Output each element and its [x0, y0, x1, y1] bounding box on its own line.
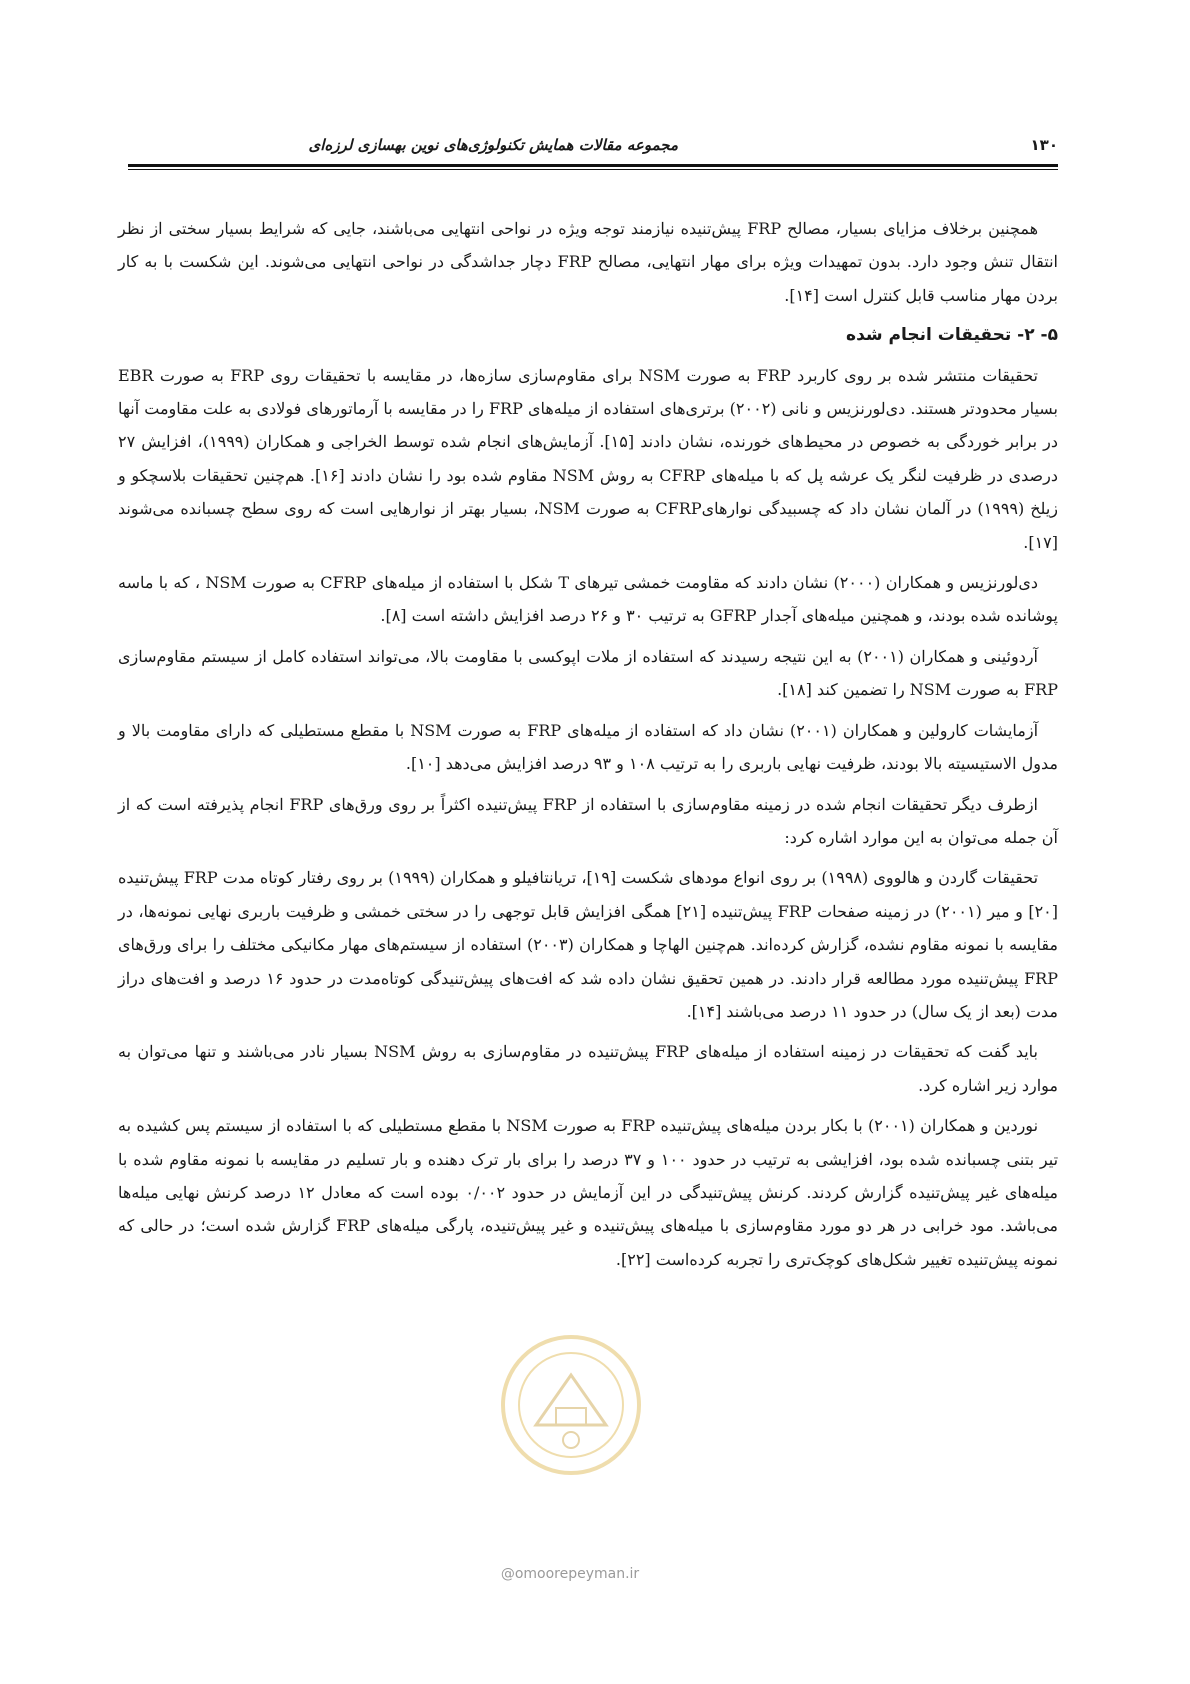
header-rule-thick [128, 164, 1058, 167]
paragraph-8: باید گفت که تحقیقات در زمینه استفاده از میله‌های FRP پیش‌تنیده در مقاوم‌سازی به روش NSM بسیار نادر می‌باشند و تنها می‌توان به موارد زیر اشاره کرد. [118, 1042, 1058, 1095]
paragraph-6: ازطرف دیگر تحقیقات انجام شده در زمینه مقاوم‌سازی با استفاده از FRP پیش‌تنیده اکثراً بر روی ورق‌های FRP انجام پذیرفته است که از آن جمله می‌توان به این موارد اشاره کرد: [118, 794, 1058, 847]
watermark-logo-icon [496, 1330, 646, 1480]
paragraph-7: تحقیقات گاردن و هالووی (۱۹۹۸) بر روی انواع مودهای شکست [۱۹]، تریانتافیلو و همکاران (۱۹۹۹) بر روی رفتار کوتاه مدت FRP پیش‌تنیده [۲۰] و میر (۲۰۰۱) در زمینه صفحات FRP پیش‌تنیده [۲۱] همگی افزایش قابل توجهی را در سختی خمشی و ظرفیت باربری نهایی نمونه‌ها، در مقایسه با نمونه مقاوم نشده، گزارش کرده‌اند. هم‌چنین الهاچا و همکاران (۲۰۰۳) استفاده از سیستم‌های مهار مکانیکی مختلف را برای ورق‌های FRP پیش‌تنیده مورد مطالعه قرار دادند. در همین تحقیق نشان داده شد که افت‌های پیش‌تنیدگی کوتاه‌مدت در حدود ۱۶ درصد و افت‌های دراز مدت (بعد از یک سال) در حدود ۱۱ درصد می‌باشند [۱۴]. [118, 868, 1058, 1021]
paragraph-1: همچنین برخلاف مزایای بسیار، مصالح FRP پیش‌تنیده نیازمند توجه ویژه در نواحی انتهایی می‌باشند، جایی که شرایط بسیار سختی از نظر انتقال تنش وجود دارد. بدون تمهیدات ویژه برای مهار انتهایی، مصالح FRP دچار جداشدگی در نواحی انتهایی می‌شوند. این شکست با به کار بردن مهار مناسب قابل کنترل است [۱۴]. [118, 219, 1058, 305]
header-rule-thin [128, 169, 1058, 170]
section-heading: ۵- ۲- تحقیقات انجام شده [846, 325, 1058, 346]
body-text [118, 212, 1058, 1283]
header-title: مجموعه مقالات همایش تکنولوژی‌های نوین بهسازی لرزه‌ای [308, 136, 678, 154]
page-number: ۱۳۰ [1030, 136, 1058, 154]
running-header [128, 128, 1058, 168]
paragraph-4: آردوئینی و همکاران (۲۰۰۱) به این نتیجه رسیدند که استفاده از ملات اپوکسی با مقاومت بالا، می‌تواند استفاده کامل از سیستم مقاوم‌سازی FRP به صورت NSM را تضمین کند [۱۸]. [118, 646, 1058, 700]
paragraph-3: دی‌لورنزیس و همکاران (۲۰۰۰) نشان دادند که مقاومت خمشی تیرهای T شکل با استفاده از میله‌های CFRP به صورت NSM ، که با ماسه پوشانده شده بودند، و همچنین میله‌های آجدار GFRP به ترتیب ۳۰ و ۲۶ درصد افزایش داشته است [۸]. [118, 573, 1058, 626]
paragraph-2: تحقیقات منتشر شده بر روی کاربرد FRP به صورت NSM برای مقاوم‌سازی سازه‌ها، در مقایسه با تحقیقات روی FRP به صورت EBR بسیار محدودتر هستند. دی‌لورنزیس و نانی (۲۰۰۲) برتری‌های استفاده از میله‌های FRP را در مقایسه با آرماتورهای فولادی به علت مقاومت آنها در برابر خوردگی به خصوص در محیط‌های خورنده، نشان دادند [۱۵]. آزمایش‌های انجام شده توسط الخراجی و همکاران (۱۹۹۹)، افزایش ۲۷ درصدی در ظرفیت لنگر یک عرشه پل که با میله‌های CFRP به روش NSM مقاوم شده بود را نشان دادند [۱۶]. هم‌چنین تحقیقات بلاسچکو و زیلخ (۱۹۹۹) در آلمان نشان داد که چسبیدگی نوارهایCFRP به صورت NSM، بسیار بهتر از نوارهایی است که روی سطح چسبانده می‌شوند [۱۷]. [118, 365, 1059, 552]
watermark-text: @omoorepeyman.ir [500, 1566, 640, 1582]
paragraph-5: آزمایشات کارولین و همکاران (۲۰۰۱) نشان داد که استفاده از میله‌های FRP به صورت NSM با مقطع مستطیلی که دارای مقاومت بالا و مدول الاستیسیته بالا بودند، ظرفیت نهایی باربری را به ترتیب ۱۰۸ و ۹۳ درصد افزایش می‌دهد [۱۰]. [118, 720, 1058, 774]
paragraph-9: نوردین و همکاران (۲۰۰۱) با بکار بردن میله‌های پیش‌تنیده FRP به صورت NSM با مقطع مستطیلی که با استفاده از سیستم پس کشیده به تیر بتنی چسبانده شده بود، افزایشی به ترتیب در حدود ۱۰۰ و ۳۷ درصد را برای بار ترک دهنده و بار تسلیم در مقایسه با نمونه مقاوم شده با میله‌های غیر پیش‌تنیده گزارش کردند. کرنش پیش‌تنیدگی در این آزمایش در حدود ۰/۰۰۲ بوده است که معادل ۱۲ درصد کرنش نهایی میله‌ها می‌باشد. مود خرابی در هر دو مورد مقاوم‌سازی با میله‌های پیش‌تنیده و غیر پیش‌تنیده، پارگی میله‌های FRP گزارش شده است؛ در حالی که نمونه پیش‌تنیده تغییر شکل‌های کوچک‌تری را تجربه کرده‌است [۲۲]. [118, 1116, 1059, 1269]
